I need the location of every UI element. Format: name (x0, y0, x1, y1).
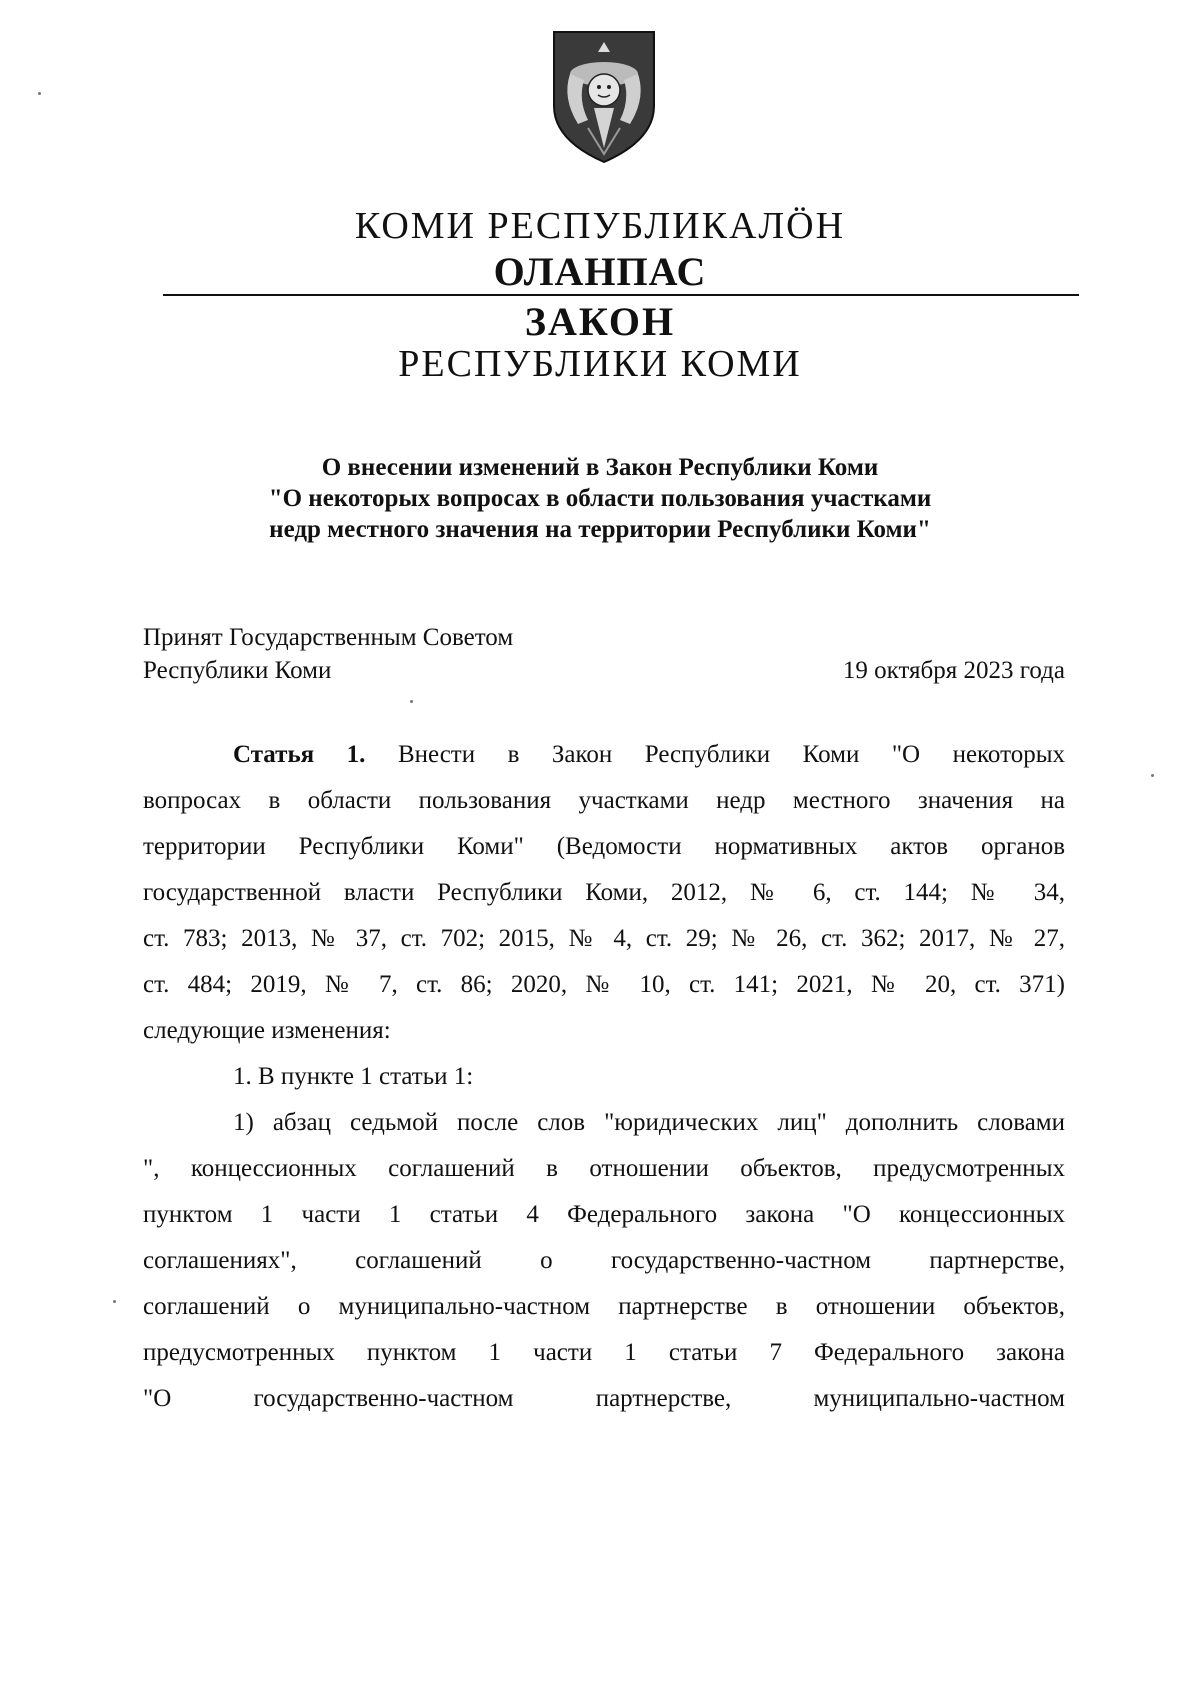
law-title-line: "О некоторых вопросах в области пользования участками (268, 485, 932, 512)
subitem-1-text: ", концессионных соглашений в отношении объектов, предусмотренных (143, 1155, 1065, 1182)
scan-speck (38, 92, 41, 95)
scan-speck (410, 700, 413, 703)
subitem-1-text: предусмотренных пунктом 1 части 1 статьи 7 Федерального закона (143, 1339, 1065, 1366)
article-1-text: ст. 783; 2013, № 37, ст. 702; 2015, № 4, ст. 29; № 26, ст. 362; 2017, № 27, (143, 925, 1065, 952)
law-title-line: О внесении изменений в Закон Республики Коми (321, 454, 879, 481)
header-olanpas: ОЛАНПАС (493, 249, 707, 294)
header-republic-line: РЕСПУБЛИКИ КОМИ (398, 343, 802, 385)
subitem-1-text: соглашениях", соглашений о государственно-частном партнерстве, (143, 1247, 1065, 1274)
article-1 (143, 732, 1065, 1422)
law-title-line: недр местного значения на территории Республики Коми" (269, 516, 931, 543)
article-1-text: ст. 484; 2019, № 7, ст. 86; 2020, № 10, ст. 141; 2021, № 20, ст. 371) (143, 971, 1065, 998)
article-1-text: государственной власти Республики Коми, 2012, № 6, ст. 144; № 34, (143, 879, 1065, 906)
article-label: Статья 1. (233, 741, 366, 768)
adoption-block (143, 621, 513, 687)
item-1: 1. В пункте 1 статьи 1: (233, 1063, 474, 1090)
law-title (0, 452, 1200, 545)
adoption-line: Республики Коми (143, 657, 332, 684)
article-1-text: Внести в Закон Республики Коми "О некоторых (397, 741, 1065, 768)
article-1-text: вопросах в области пользования участками недр местного значения на (143, 787, 1065, 814)
coat-of-arms-emblem (548, 28, 660, 166)
adoption-date: 19 октября 2023 года (842, 657, 1065, 684)
header-zakon: ЗАКОН (524, 299, 676, 344)
subitem-1-text: "О государственно-частном партнерстве, муниципально-частном (143, 1385, 1065, 1412)
adoption-line: Принят Государственным Советом (143, 624, 514, 651)
scan-speck (1151, 774, 1154, 777)
scan-speck (113, 1300, 116, 1303)
subitem-1-text: соглашений о муниципально-частном партнерстве в отношении объектов, (143, 1293, 1065, 1320)
subitem-1-text: пунктом 1 части 1 статьи 4 Федерального закона "О концессионных (143, 1201, 1065, 1228)
article-1-text: территории Республики Коми" (Ведомости нормативных актов органов (143, 833, 1065, 860)
article-1-text: следующие изменения: (143, 1017, 391, 1044)
header-divider (163, 294, 1079, 296)
header-komi-line: КОМИ РЕСПУБЛИКАЛÖН (354, 205, 846, 247)
subitem-1-text: 1) абзац седьмой после слов "юридических лиц" дополнить словами (233, 1109, 1065, 1136)
article-1-first-line (143, 732, 1065, 778)
